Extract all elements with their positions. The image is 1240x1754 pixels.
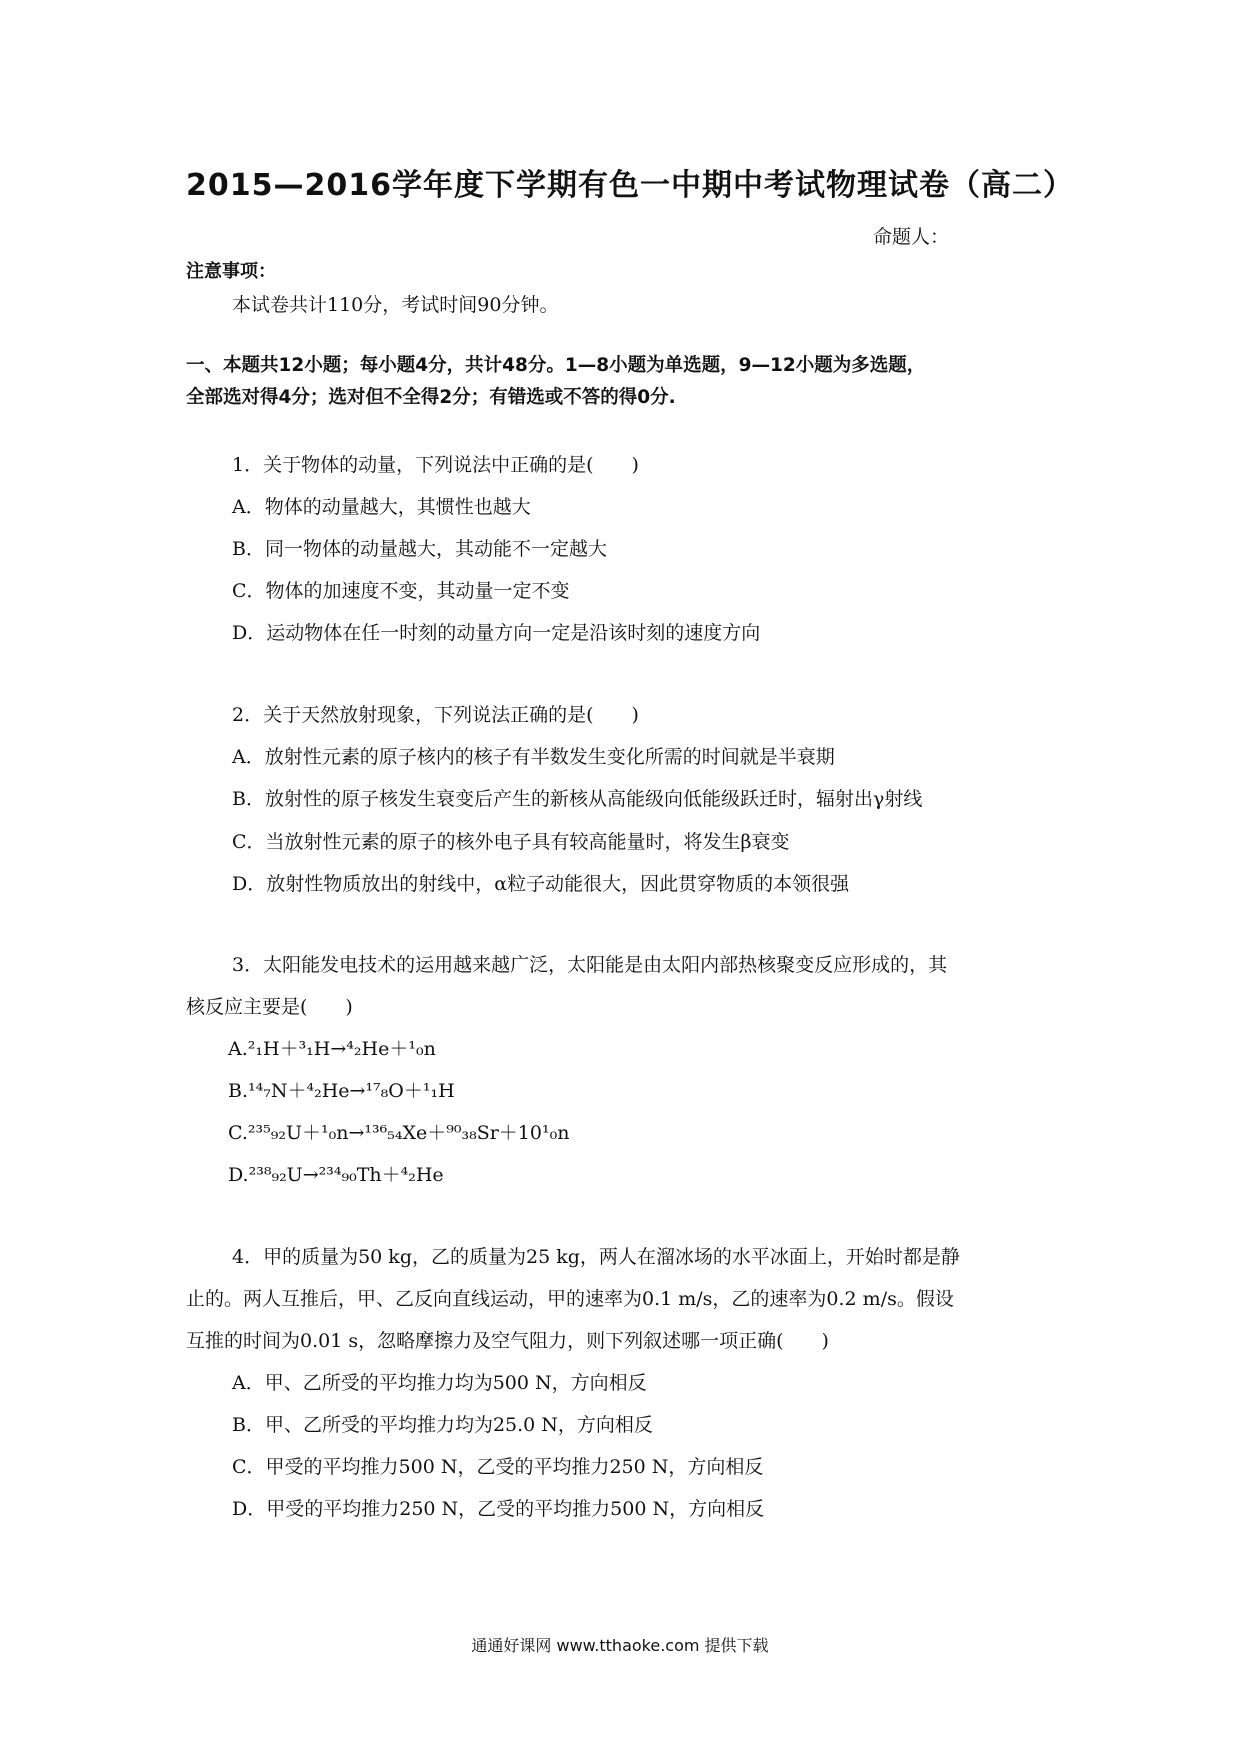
q4-option-d: D．甲受的平均推力250 N，乙受的平均推力500 N，方向相反 [232, 1498, 765, 1520]
q2-stem: 2．关于天然放射现象，下列说法正确的是( ) [232, 704, 639, 726]
q2-option-b: B．放射性的原子核发生衰变后产生的新核从高能级向低能级跃迁时，辐射出γ射线 [232, 788, 923, 810]
q1-option-a: A．物体的动量越大，其惯性也越大 [232, 496, 531, 518]
section-line-2: 全部选对得4分；选对但不全得2分；有错选或不答的得0分. [186, 387, 676, 408]
page-footer: 通通好课网 www.tthaoke.com 提供下载 [471, 1636, 769, 1655]
q4-option-b: B．甲、乙所受的平均推力均为25.0 N，方向相反 [232, 1414, 653, 1436]
q3-option-b: B.¹⁴₇N＋⁴₂He→¹⁷₈O＋¹₁H [228, 1080, 455, 1102]
page-title: 2015—2016学年度下学期有色一中期中考试物理试卷（高二） [186, 168, 1074, 203]
notice-text: 本试卷共计110分，考试时间90分钟。 [232, 294, 559, 316]
q1-option-b: B．同一物体的动量越大，其动能不一定越大 [232, 538, 607, 560]
q3-stem-line-2: 核反应主要是( ) [186, 996, 353, 1018]
q1-option-d: D．运动物体在任一时刻的动量方向一定是沿该时刻的速度方向 [232, 622, 761, 644]
q4-stem-line-1: 4．甲的质量为50 kg，乙的质量为25 kg，两人在溜冰场的水平冰面上，开始时都是静 [232, 1246, 960, 1268]
notice-heading: 注意事项： [186, 261, 276, 282]
q2-option-a: A．放射性元素的原子核内的核子有半数发生变化所需的时间就是半衰期 [232, 746, 835, 768]
q3-stem-line-1: 3．太阳能发电技术的运用越来越广泛，太阳能是由太阳内部热核聚变反应形成的，其 [232, 954, 948, 976]
q3-option-d: D.²³⁸₉₂U→²³⁴₉₀Th＋⁴₂He [228, 1164, 444, 1186]
q4-stem-line-3: 互推的时间为0.01 s，忽略摩擦力及空气阻力，则下列叙述哪一项正确( ) [186, 1330, 829, 1352]
section-instructions [186, 350, 1086, 414]
author-label: 命题人： [873, 226, 950, 248]
q2-option-d: D．放射性物质放出的射线中，α粒子动能很大，因此贯穿物质的本领很强 [232, 873, 850, 895]
section-line-1: 一、本题共12小题；每小题4分，共计48分。1—8小题为单选题，9—12小题为多选题， [186, 355, 926, 376]
q1-option-c: C．物体的加速度不变，其动量一定不变 [232, 580, 570, 602]
q3-option-a: A.²₁H＋³₁H→⁴₂He＋¹₀n [228, 1038, 436, 1060]
q4-option-a: A．甲、乙所受的平均推力均为500 N，方向相反 [232, 1372, 647, 1394]
q2-option-c: C．当放射性元素的原子的核外电子具有较高能量时，将发生β衰变 [232, 831, 790, 853]
q4-option-c: C．甲受的平均推力500 N，乙受的平均推力250 N，方向相反 [232, 1456, 764, 1478]
q4-stem-line-2: 止的。两人互推后，甲、乙反向直线运动，甲的速率为0.1 m/s，乙的速率为0.2 m/s。假设 [186, 1288, 954, 1310]
q1-stem: 1．关于物体的动量，下列说法中正确的是( ) [232, 454, 639, 476]
q3-option-c: C.²³⁵₉₂U＋¹₀n→¹³⁶₅₄Xe＋⁹⁰₃₈Sr＋10¹₀n [228, 1122, 570, 1144]
